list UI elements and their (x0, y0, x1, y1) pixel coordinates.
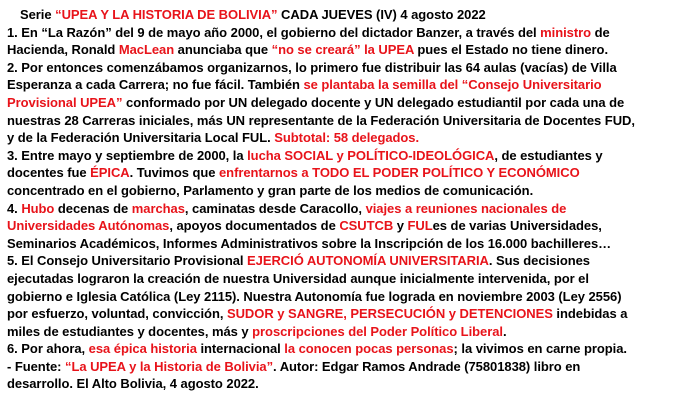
text-segment: docentes fue (7, 165, 91, 181)
highlighted-text: ÉPICA (90, 165, 130, 181)
text-segment: 3. Entre mayo y septiembre de 2000, la (7, 147, 248, 163)
text-line (7, 252, 665, 270)
highlighted-text: enfrentarnos a TODO EL PODER POLÍTICO Y ECONÓMICO (219, 165, 580, 181)
text-segment: y de la Federación Universitaria Local FUL. (7, 130, 275, 146)
text-segment: , caminatas desde Caracollo, (184, 200, 366, 216)
highlighted-text: esa épica historia (88, 341, 197, 357)
text-segment: pues el Estado no tiene dinero. (413, 42, 608, 58)
text-segment: CADA JUEVES (IV) 4 agosto 2022 (277, 7, 486, 22)
highlighted-text: Hubo (21, 200, 55, 216)
text-segment: Hacienda, Ronald (7, 42, 119, 58)
text-segment: , apoyos documentados de (169, 218, 340, 234)
text-segment: indebidas a (552, 306, 628, 322)
text-line (7, 94, 665, 112)
text-line (7, 200, 665, 218)
text-segment: y (393, 218, 408, 234)
highlighted-text: “UPEA Y LA HISTORIA DE BOLIVIA” (55, 7, 278, 22)
highlighted-text: CSUTCB (339, 218, 394, 234)
text-line (7, 24, 665, 42)
highlighted-text: ministro (540, 24, 592, 40)
text-segment: Esperanza a cada Carrera; no fue fácil. También (7, 77, 304, 93)
text-line (7, 288, 665, 306)
text-segment: miles de estudiantes y docentes, más y (7, 323, 253, 339)
highlighted-text: MacLean (118, 42, 175, 58)
highlighted-text: “La UPEA y la Historia de Bolivia” (65, 358, 274, 374)
highlighted-text: lucha SOCIAL y POLÍTICO-IDEOLÓGICA (247, 147, 495, 163)
text-segment: . Autor: Edgar Ramos Andrade (75801838) libro en (273, 358, 581, 374)
text-segment: concentrado en el gobierno, Parlamento y gran parte de los medios de comunicación. (7, 182, 534, 198)
text-line (7, 112, 665, 130)
text-segment: 6. Por ahora, (7, 341, 89, 357)
text-segment: nuestras 28 Carreras iniciales, más UN representante de la Federación Universitaria de Docentes FUD, (7, 112, 635, 128)
text-line (7, 182, 665, 200)
text-segment: por esfuerzo, voluntad, convicción, (7, 306, 227, 322)
text-segment: anunciaba que (174, 42, 272, 58)
text-line (7, 340, 665, 358)
text-line (7, 323, 665, 341)
highlighted-text: Subtotal: 58 delegados. (274, 130, 420, 146)
text-line (7, 375, 665, 393)
highlighted-text: SUDOR y SANGRE, PERSECUCIÓN y DETENCIONES (226, 306, 553, 322)
text-segment: - Fuente: (7, 358, 65, 374)
highlighted-text: se plantaba la semilla del “Consejo Universitario (303, 77, 602, 93)
text-segment: 4. (7, 200, 22, 216)
text-segment: desarrollo. El Alto Bolivia, 4 agosto 2022. (7, 376, 259, 392)
text-line (7, 147, 665, 165)
highlighted-text: proscripciones del Poder Político Liberal (252, 323, 503, 339)
highlighted-text: “no se creará” la UPEA (271, 42, 414, 58)
text-segment: ejecutadas lograron la creación de nuestra Universidad aunque inicialmente intervenida, por el (7, 270, 589, 286)
text-line (7, 358, 665, 376)
highlighted-text: la conocen pocas personas (284, 341, 454, 357)
highlighted-text: Universidades Autónomas (7, 218, 170, 234)
highlighted-text: viajes a reuniones nacionales de (365, 200, 567, 216)
text-line (7, 59, 665, 77)
text-line (7, 129, 665, 147)
text-segment: es de varias Universidades, (432, 218, 602, 234)
text-segment: 2. Por entonces comenzábamos organizarnos, lo primero fue distribuir las 64 aulas (vacías) de Villa (7, 59, 617, 75)
text-segment: 1. En “La Razón” del 9 de mayo año 2000, el gobierno del dictador Banzer, a través del (7, 24, 541, 40)
text-segment: 5. El Consejo Universitario Provisional (7, 253, 248, 269)
text-line (7, 76, 665, 94)
text-segment: . Sus decisiones (488, 253, 590, 269)
text-segment: ; la vivimos en carne propia. (453, 341, 627, 357)
text-line (7, 235, 665, 253)
highlighted-text: FUL (407, 218, 433, 234)
text-segment: de (591, 24, 610, 40)
text-segment: conformado por UN delegado docente y UN delegado estudiantil por cada una de (122, 94, 625, 110)
text-segment: . (502, 323, 507, 339)
text-segment: Seminarios Académicos, Informes Administrativos sobre la Inscripción de los 16.000 bachilleres… (7, 235, 612, 251)
text-segment: Serie (20, 7, 56, 22)
text-segment: gobierno e Iglesia Católica (Ley 2115). Nuestra Autonomía fue lograda en noviembre 2003 (Ley 2556) (7, 288, 622, 304)
text-line (7, 41, 665, 59)
highlighted-text: Provisional UPEA” (7, 94, 123, 110)
text-segment: . Tuvimos que (129, 165, 219, 181)
text-segment: internacional (196, 341, 285, 357)
text-line (7, 164, 665, 182)
text-segment: , de estudiantes y (494, 147, 603, 163)
highlighted-text: marchas (131, 200, 185, 216)
text-segment: decenas de (54, 200, 132, 216)
highlighted-text: EJERCIÓ AUTONOMÍA UNIVERSITARIA (247, 253, 489, 269)
text-line (7, 270, 665, 288)
document-body (7, 6, 665, 393)
series-title (20, 6, 665, 24)
text-line (7, 305, 665, 323)
text-line (7, 217, 665, 235)
